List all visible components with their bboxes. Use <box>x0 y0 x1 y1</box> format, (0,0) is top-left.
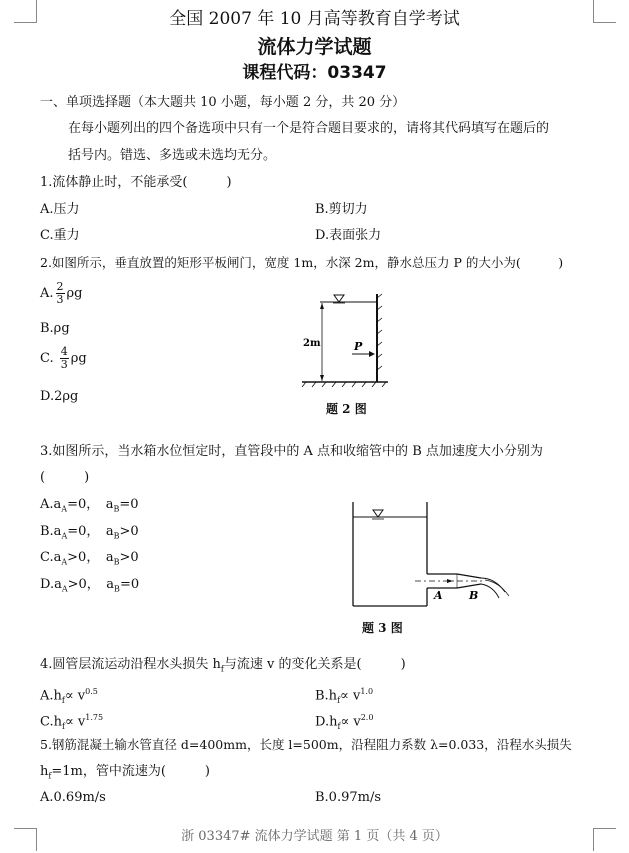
q5-option-a: A.0.69m/s <box>40 790 106 805</box>
q3-c-end: >0 <box>119 550 139 565</box>
q3-c-sub1: A <box>61 557 68 567</box>
q4-stem-post: 与流速 v 的变化关系是( ) <box>223 657 406 672</box>
q4-option-a <box>40 684 98 709</box>
q1-option-a: A.压力 <box>40 202 80 217</box>
q3-b-text: B.a <box>40 524 62 539</box>
q3-option-a <box>40 497 139 518</box>
q4-d-text: D.h <box>315 714 338 730</box>
fig3-point-a: A <box>434 589 443 602</box>
q3-stem-line-1: 3.如图所示，当水箱水位恒定时，直管段中的 A 点和收缩管中的 B 点加速度大小分别为 <box>40 444 543 459</box>
exam-line: 全国 2007 年 10 月高等教育自学考试 <box>169 9 460 29</box>
q1-option-c: C.重力 <box>40 228 80 243</box>
q4-b-mid: ∝ v <box>340 688 361 704</box>
q4-stem-pre: 4.圆管层流运动沿程水头损失 h <box>40 657 221 672</box>
fig2-depth-label: 2m <box>303 338 321 349</box>
q4-a-mid: ∝ v <box>64 688 86 704</box>
q2-a-denominator: 3 <box>56 293 64 306</box>
q3-d-sub2: B <box>114 584 120 594</box>
fig3-point-b: B <box>469 589 479 602</box>
q1-option-d: D.表面张力 <box>315 228 382 243</box>
q3-a-mid: =0， a <box>67 497 114 512</box>
q4-option-d <box>315 710 373 735</box>
q4-a-sub: f <box>61 695 65 705</box>
fig2-force-label: P <box>354 340 363 353</box>
q4-d-exp: 2.0 <box>360 713 374 722</box>
q3-b-end: >0 <box>119 524 139 539</box>
q3-option-d <box>40 577 139 598</box>
q2-c-numerator: 4 <box>60 345 68 358</box>
q4-c-text: C.h <box>40 714 62 730</box>
q4-a-text: A.h <box>40 688 62 704</box>
q2-option-c <box>40 346 87 372</box>
q4-option-c <box>40 710 103 735</box>
q2-option-c-label: C. <box>40 351 54 366</box>
q4-c-sub: f <box>62 721 65 731</box>
q2-option-b: B.ρg <box>40 321 70 336</box>
q4-d-mid: ∝ v <box>340 714 361 730</box>
q3-option-c <box>40 550 139 571</box>
q2-c-denominator: 3 <box>60 358 68 371</box>
q3-a-sub2: B <box>113 504 120 514</box>
q2-a-numerator: 2 <box>56 280 64 293</box>
q3-stem-line-2: ( ) <box>40 470 90 485</box>
q3-a-sub1: A <box>61 504 68 514</box>
q2-stem: 2.如图所示，垂直放置的矩形平板闸门，宽度 1m，水深 2m，静水总压力 P 的大小为( ) <box>40 255 564 270</box>
q4-stem <box>40 657 406 678</box>
q5-stem-line-1: 5.钢筋混凝土输水管直径 d=400mm，长度 l=500m，沿程阻力系数 λ=0.033，沿程水头损失 <box>40 737 572 752</box>
q4-d-sub: f <box>337 721 341 731</box>
q2-option-c-fraction <box>60 346 69 371</box>
q5-stem2-sub: f <box>48 771 52 781</box>
instructions-line-1: 在每小题列出的四个备选项中只有一个是符合题目要求的，请将其代码填写在题后的 <box>68 121 550 136</box>
q2-option-d: D.2ρg <box>40 389 79 404</box>
q3-b-mid: =0， a <box>67 524 114 539</box>
q2-option-a-unit: ρg <box>66 286 83 301</box>
q4-c-mid: ∝ v <box>64 714 86 730</box>
q4-option-b <box>315 684 373 709</box>
q3-d-text: D.a <box>40 577 62 592</box>
page-footer: 浙 03347# 流体力学试题 第 1 页（共 4 页） <box>181 829 448 844</box>
q3-d-end: =0 <box>119 577 140 592</box>
q4-b-sub: f <box>337 695 341 705</box>
instructions-line-2: 括号内。错选、多选或未选均无分。 <box>68 148 277 163</box>
q5-stem2-pre: h <box>40 764 49 779</box>
q4-b-text: B.h <box>315 688 338 704</box>
q4-b-exp: 1.0 <box>360 687 374 696</box>
q3-d-mid: >0， a <box>67 577 115 592</box>
q3-a-text: A.a <box>40 497 62 512</box>
q2-option-c-unit: ρg <box>70 351 87 366</box>
figure-2-gate-diagram <box>300 290 390 390</box>
q5-option-b: B.0.97m/s <box>315 790 382 805</box>
q4-stem-sub: f <box>220 664 224 674</box>
figure-3-caption: 题 3 图 <box>362 621 403 635</box>
course-code: 课程代码：03347 <box>242 63 387 83</box>
figure-3-tank-diagram <box>345 500 515 612</box>
q3-b-sub1: A <box>61 531 68 541</box>
q2-option-a <box>40 281 83 307</box>
section-heading: 一、单项选择题（本大题共 10 小题，每小题 2 分，共 20 分） <box>40 95 406 110</box>
q4-c-exp: 1.75 <box>85 713 104 722</box>
q2-option-a-label: A. <box>40 286 54 301</box>
q5-stem-line-2 <box>40 764 210 785</box>
q1-stem: 1.流体静止时，不能承受( ) <box>40 175 232 190</box>
q3-b-sub2: B <box>113 531 120 541</box>
q1-option-b: B.剪切力 <box>315 202 368 217</box>
q4-a-exp: 0.5 <box>85 687 98 696</box>
figure-2-caption: 题 2 图 <box>326 402 367 416</box>
q3-c-mid: >0， a <box>67 550 114 565</box>
q3-option-b <box>40 524 139 545</box>
q3-c-sub2: B <box>113 557 120 567</box>
q3-d-sub1: A <box>61 584 68 594</box>
q5-stem2-post: =1m，管中流速为( ) <box>51 764 210 779</box>
page-title: 流体力学试题 <box>257 36 372 58</box>
q3-a-end: =0 <box>119 497 139 512</box>
q2-option-a-fraction <box>56 281 65 306</box>
q3-c-text: C.a <box>40 550 62 565</box>
